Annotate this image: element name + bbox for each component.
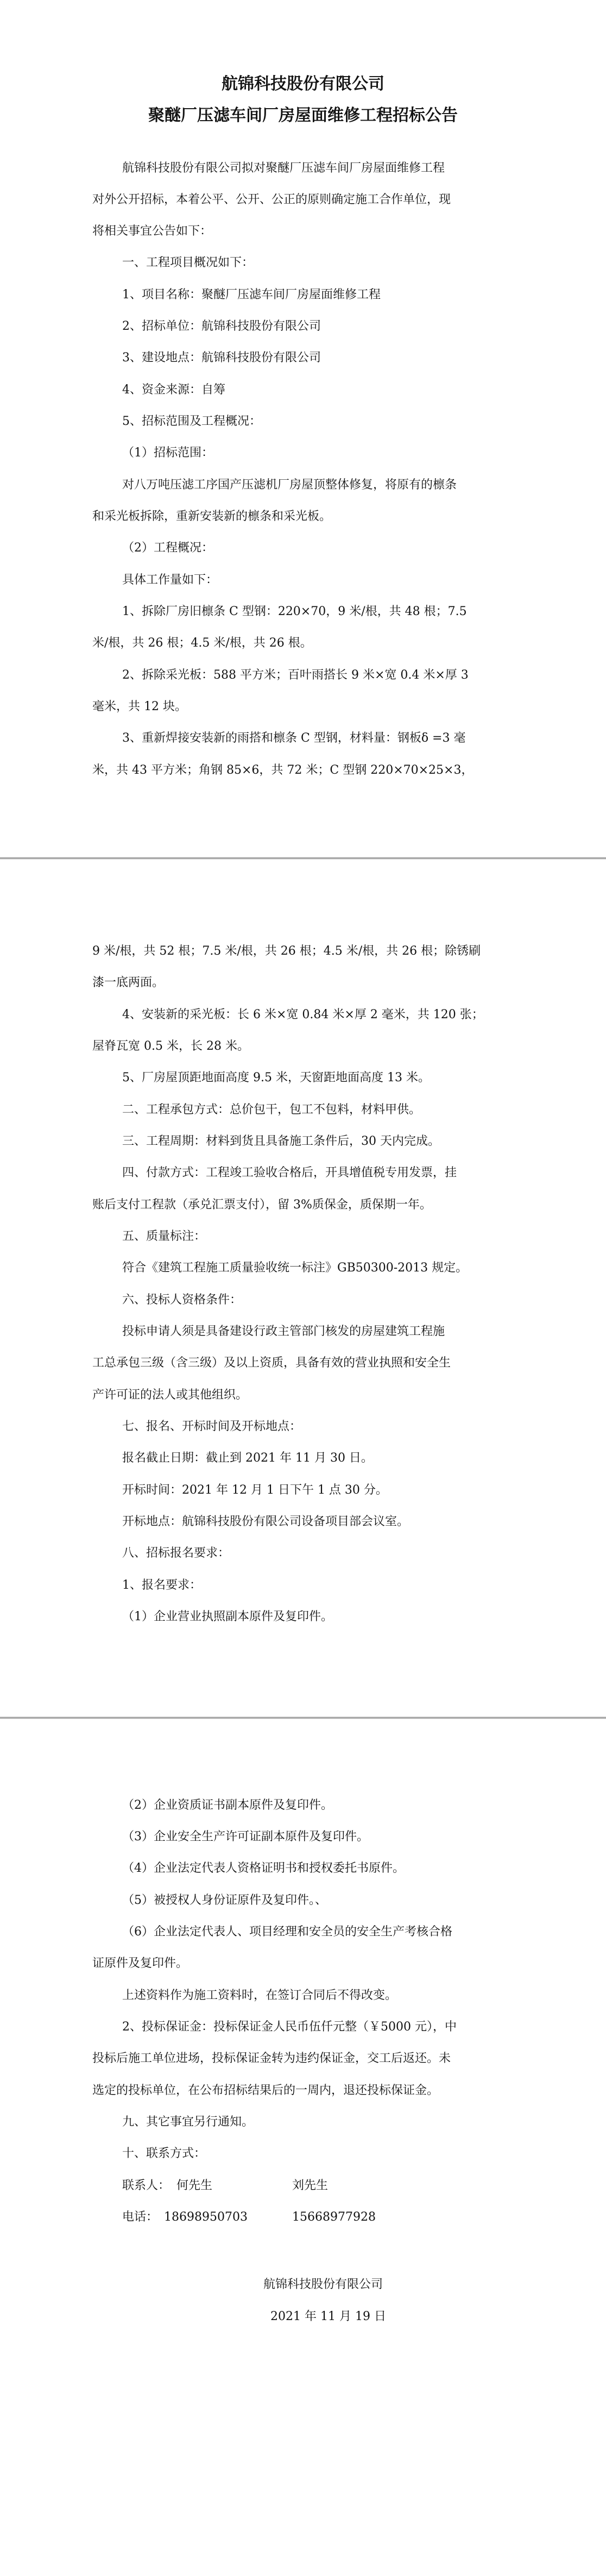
signature-company: 航锦科技股份有限公司	[263, 2278, 383, 2291]
work-item: 毫米，共 12 块。	[92, 700, 187, 713]
work-item: 1、拆除厂房旧檩条 C 型钢：220×70，9 米/根，共 48 根；7.5	[122, 605, 467, 618]
bid-deposit: 2、投标保证金：投标保证金人民币伍仟元整（￥5000 元），中	[122, 2020, 457, 2034]
contact-phone-1: 18698950703	[164, 2210, 248, 2224]
docs-note: 上述资料作为施工资料时，在签订合同后不得改变。	[122, 1989, 397, 2002]
scope-text: 对八万吨压滤工序国产压滤机厂房屋顶整体修复，将原有的檩条	[122, 478, 457, 492]
contact-name-2: 刘先生	[292, 2179, 329, 2192]
qualification-text: 产许可证的法人或其他组织。	[92, 1388, 248, 1402]
company-heading: 航锦科技股份有限公司	[222, 74, 384, 93]
page-separator	[0, 1717, 606, 1719]
section-3: 三、工程周期：材料到货且具备施工条件后，30 天内完成。	[122, 1135, 440, 1148]
section-heading-1: 一、工程项目概况如下：	[122, 256, 254, 269]
section-heading-8: 八、招标报名要求：	[122, 1546, 230, 1560]
work-item: 米/根，共 26 根；4.5 米/根，共 26 根。	[92, 636, 312, 650]
registration-deadline: 报名截止日期：截止到 2021 年 11 月 30 日。	[122, 1451, 373, 1465]
required-doc: （4）企业法定代表人资格证明书和授权委托书原件。	[122, 1862, 405, 1875]
required-doc: 证原件及复印件。	[92, 1957, 188, 1970]
qualification-text: 工总承包三级（含三级）及以上资质，具备有效的营业执照和安全生	[92, 1356, 451, 1370]
intro-line: 对外公开招标，本着公平、公开、公正的原则确定施工合作单位，现	[92, 193, 451, 206]
project-item: 5、招标范围及工程概况：	[122, 415, 261, 428]
section-9: 九、其它事宜另行通知。	[122, 2115, 254, 2129]
scope-heading: （1）招标范围：	[122, 446, 213, 460]
qualification-text: 投标申请人须是具备建设行政主管部门核发的房屋建筑工程施	[122, 1325, 445, 1338]
required-doc: （1）企业营业执照副本原件及复印件。	[122, 1610, 333, 1624]
contact-name-1: 何先生	[176, 2179, 213, 2192]
work-item: 漆一底两面。	[92, 976, 165, 989]
project-item: 4、资金来源：自筹	[122, 383, 225, 397]
intro-line: 将相关事宜公告如下：	[92, 224, 212, 238]
registration-requirements: 1、报名要求：	[122, 1578, 201, 1592]
project-item: 1、项目名称：聚醚厂压滤车间厂房屋面维修工程	[122, 288, 381, 302]
bid-deposit: 投标后施工单位进场，投标保证金转为违约保证金，交工后返还。未	[92, 2052, 451, 2065]
required-doc: （6）企业法定代表人、项目经理和安全员的安全生产考核合格	[122, 1925, 452, 1939]
phone-label: 电话：	[122, 2210, 159, 2224]
project-item: 2、招标单位：航锦科技股份有限公司	[122, 319, 321, 333]
page-separator	[0, 857, 606, 859]
work-item: 3、重新焊接安装新的雨搭和檩条 C 型钢，材料量：钢板δ =3 毫	[122, 731, 466, 745]
overview-heading: （2）工程概况：	[122, 541, 213, 555]
intro-line: 航锦科技股份有限公司拟对聚醚厂压滤车间厂房屋面维修工程	[122, 161, 445, 175]
workload-heading: 具体工作量如下：	[122, 573, 218, 587]
required-doc: （2）企业资质证书副本原件及复印件。	[122, 1798, 333, 1812]
quality-standard: 符合《建筑工程施工质量验收统一标注》GB50300-2013 规定。	[122, 1261, 468, 1275]
contact-phone-2: 15668977928	[292, 2210, 376, 2224]
section-heading-7: 七、报名、开标时间及开标地点：	[122, 1420, 302, 1433]
work-item: 2、拆除采光板：588 平方米；百叶雨搭长 9 米×宽 0.4 米×厚 3	[122, 668, 469, 682]
work-item: 9 米/根，共 52 根；7.5 米/根，共 26 根；4.5 米/根，共 26 根；除锈刷	[92, 944, 481, 958]
document-title: 聚醚厂压滤车间厂房屋面维修工程招标公告	[148, 106, 458, 125]
work-item: 5、厂房屋顶距地面高度 9.5 米，天窗距地面高度 13 米。	[122, 1071, 430, 1085]
contact-label: 联系人：	[122, 2179, 171, 2192]
work-item: 4、安装新的采光板：长 6 米×宽 0.84 米×厚 2 毫米，共 120 张；	[122, 1008, 484, 1021]
section-2: 二、工程承包方式：总价包干，包工不包料，材料甲供。	[122, 1103, 421, 1117]
bid-open-time: 开标时间：2021 年 12 月 1 日下午 1 点 30 分。	[122, 1483, 388, 1497]
section-heading-10: 十、联系方式：	[122, 2147, 206, 2160]
section-heading-6: 六、投标人资格条件：	[122, 1293, 242, 1307]
section-heading-5: 五、质量标注：	[122, 1230, 206, 1243]
work-item: 米，共 43 平方米；角钢 85×6，共 72 米；C 型钢 220×70×25×3，	[92, 763, 474, 777]
signature-date: 2021 年 11 月 19 日	[270, 2310, 386, 2323]
bid-deposit: 选定的投标单位，在公布招标结果后的一周内，退还投标保证金。	[92, 2084, 439, 2097]
section-4: 账后支付工程款（承兑汇票支付），留 3%质保金，质保期一年。	[92, 1198, 432, 1212]
work-item: 屋脊瓦宽 0.5 米，长 28 米。	[92, 1039, 249, 1053]
scope-text: 和采光板拆除，重新安装新的檩条和采光板。	[92, 510, 332, 523]
required-doc: （5）被授权人身份证原件及复印件。、	[122, 1894, 327, 1907]
bid-open-place: 开标地点：航锦科技股份有限公司设备项目部会议室。	[122, 1515, 409, 1528]
project-item: 3、建设地点：航锦科技股份有限公司	[122, 351, 321, 365]
required-doc: （3）企业安全生产许可证副本原件及复印件。	[122, 1830, 369, 1844]
section-4: 四、付款方式：工程竣工验收合格后，开具增值税专用发票，挂	[122, 1166, 457, 1180]
